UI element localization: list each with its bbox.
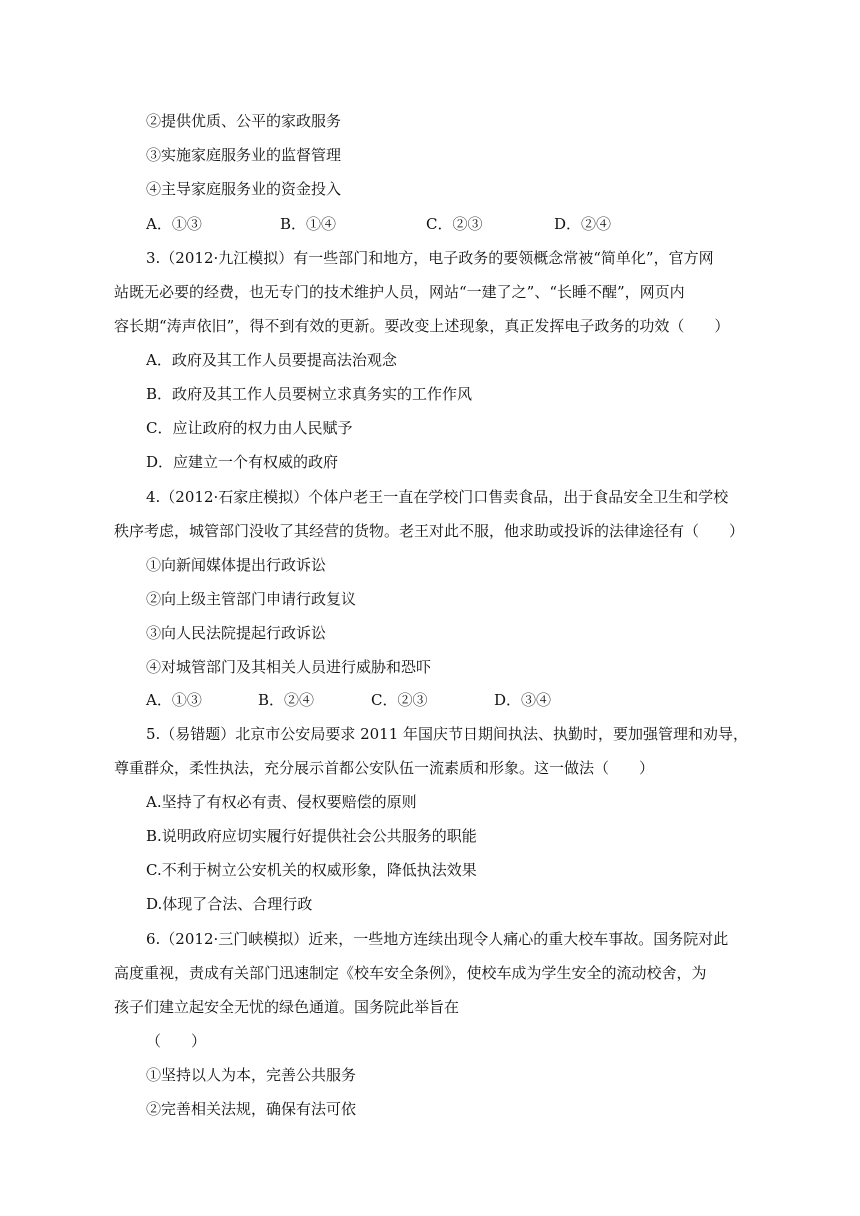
q5-stem-line-2: 尊重群众，柔性执法，充分展示首都公安队伍一流素质和形象。这一做法（ ） bbox=[114, 759, 655, 777]
q2-options bbox=[146, 214, 706, 234]
q2-item-3: ③实施家庭服务业的监督管理 bbox=[146, 146, 342, 164]
q6-answer-blank: （ ） bbox=[146, 1032, 207, 1050]
q6-stem-line-2: 高度重视，责成有关部门迅速制定《校车安全条例》，使校车成为学生安全的流动校舍，为 bbox=[114, 964, 707, 982]
q5-option-b: B.说明政府应切实履行好提供社会公共服务的职能 bbox=[146, 827, 477, 845]
q2-option-b: B．①④ bbox=[280, 215, 337, 233]
q4-options bbox=[146, 690, 706, 710]
q3-option-b: B．政府及其工作人员要树立求真务实的工作作风 bbox=[146, 385, 473, 403]
q6-item-1: ①坚持以人为本，完善公共服务 bbox=[146, 1066, 357, 1084]
q2-item-2: ②提供优质、公平的家政服务 bbox=[146, 112, 342, 130]
q6-stem-line-1: 6.（2012·三门峡模拟）近来，一些地方连续出现令人痛心的重大校车事故。国务院对此 bbox=[146, 930, 729, 948]
q3-option-a: A．政府及其工作人员要提高法治观念 bbox=[146, 351, 397, 369]
q3-stem-line-1: 3.（2012·九江模拟）有一些部门和地方，电子政务的要领概念常被“简单化”，官方网 bbox=[146, 249, 714, 267]
q6-item-2: ②完善相关法规，确保有法可依 bbox=[146, 1100, 357, 1118]
q3-option-c: C．应让政府的权力由人民赋予 bbox=[146, 419, 353, 437]
q4-item-2: ②向上级主管部门申请行政复议 bbox=[146, 590, 357, 608]
q2-option-c: C．②③ bbox=[426, 215, 483, 233]
q3-stem-line-2: 站既无必要的经费，也无专门的技术维护人员，网站“一建了之”、“长睡不醒”，网页内 bbox=[114, 283, 685, 301]
q4-item-3: ③向人民法院提起行政诉讼 bbox=[146, 624, 327, 642]
q4-option-c: C．②③ bbox=[371, 691, 428, 709]
q6-stem-line-3: 孩子们建立起安全无忧的绿色通道。国务院此举旨在 bbox=[114, 998, 460, 1016]
q4-stem-line-1: 4.（2012·石家庄模拟）个体户老王一直在学校门口售卖食品，出于食品安全卫生和学校 bbox=[146, 488, 729, 506]
q4-item-1: ①向新闻媒体提出行政诉讼 bbox=[146, 556, 327, 574]
q2-option-d: D．②④ bbox=[554, 215, 612, 233]
q4-option-a: A．①③ bbox=[146, 691, 202, 709]
q5-option-a: A.坚持了有权必有责、侵权要赔偿的原则 bbox=[146, 793, 417, 811]
q4-option-d: D．③④ bbox=[494, 691, 552, 709]
q4-stem-line-2: 秩序考虑，城管部门没收了其经营的货物。老王对此不服，他求助或投诉的法律途径有（ ） bbox=[114, 522, 745, 540]
q3-stem-line-3: 容长期“涛声依旧”，得不到有效的更新。要改变上述现象，真正发挥电子政务的功效（ ） bbox=[114, 317, 730, 335]
q5-option-d: D.体现了合法、合理行政 bbox=[146, 895, 313, 913]
q4-item-4: ④对城管部门及其相关人员进行威胁和恐吓 bbox=[146, 658, 432, 676]
q4-option-b: B．②④ bbox=[258, 691, 315, 709]
q5-stem-line-1: 5.（易错题）北京市公安局要求 2011 年国庆节日期间执法、执勤时，要加强管理和劝导， bbox=[146, 725, 749, 743]
q2-item-4: ④主导家庭服务业的资金投入 bbox=[146, 180, 342, 198]
q5-option-c: C.不利于树立公安机关的权威形象，降低执法效果 bbox=[146, 861, 477, 879]
q3-option-d: D．应建立一个有权威的政府 bbox=[146, 453, 339, 471]
q2-option-a: A．①③ bbox=[146, 215, 202, 233]
